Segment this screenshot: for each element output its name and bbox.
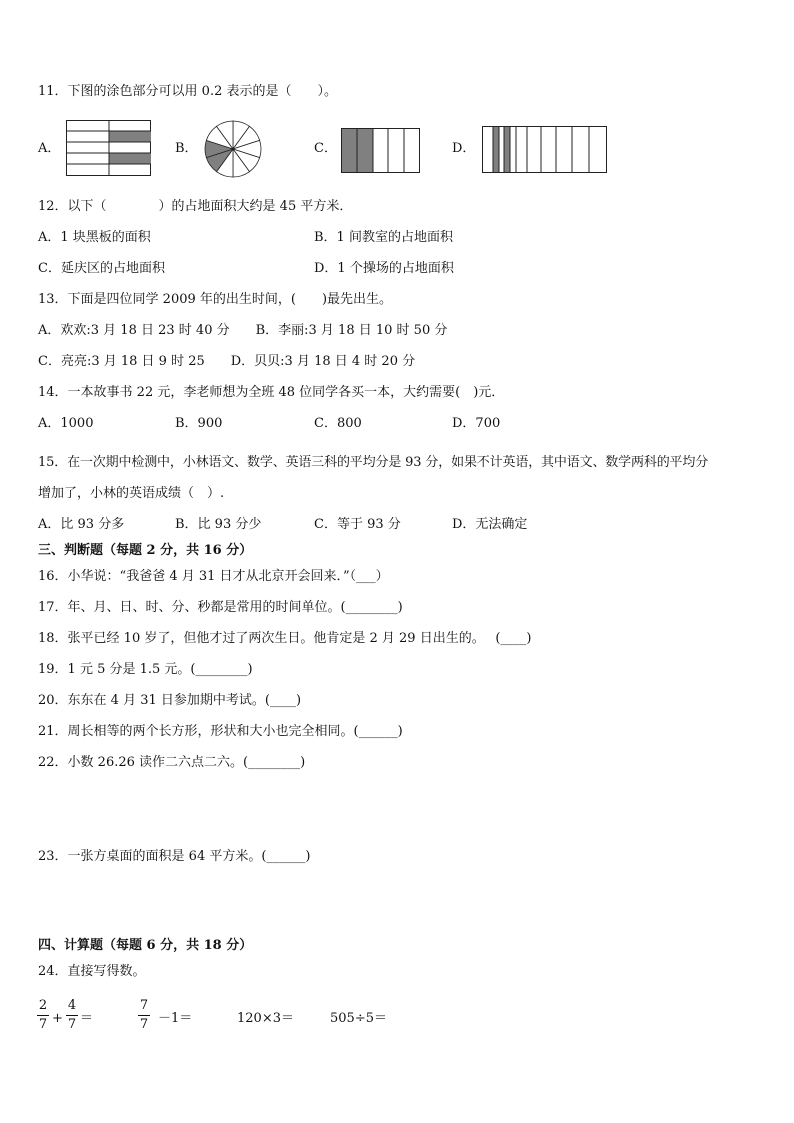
- q12-option-c[interactable]: C．延庆区的占地面积: [38, 261, 165, 276]
- fraction-denominator: 7: [67, 1017, 77, 1032]
- q11-figure-d: [482, 126, 608, 174]
- q14-option-c[interactable]: C．800: [314, 416, 362, 431]
- q11-figure-c: [341, 128, 421, 174]
- judge-item-18: 18．张平已经 10 岁了，但他才过了两次生日。他肯定是 2 月 29 日出生的。 (____): [38, 631, 532, 646]
- expression-120x3: 120×3＝: [237, 1011, 294, 1026]
- q14-option-a[interactable]: A．1000: [38, 416, 94, 431]
- q11-option-c-label[interactable]: C．: [314, 141, 337, 156]
- q13-options-cd[interactable]: C．亮亮:3 月 18 日 9 时 25 D．贝贝:3 月 18 日 4 时 20 分: [38, 354, 416, 369]
- q12-stem: 12．以下（ ）的占地面积大约是 45 平方米．: [38, 199, 353, 214]
- q15-option-c[interactable]: C．等于 93 分: [314, 517, 401, 532]
- fraction-bar: [66, 1015, 78, 1016]
- fraction-7-7: [138, 999, 150, 1032]
- q14-option-d[interactable]: D．700: [452, 416, 501, 431]
- section-4-heading: 四、计算题（每题 6 分，共 18 分）: [38, 938, 253, 953]
- fraction-bar: [138, 1015, 150, 1016]
- judge-item-21: 21．周长相等的两个长方形，形状和大小也完全相同。(______): [38, 724, 403, 739]
- judge-item-23: 23．一张方桌面的面积是 64 平方米。(______): [38, 849, 311, 864]
- q15-stem-line1: 15．在一次期中检测中，小林语文、数学、英语三科的平均分是 93 分，如果不计英语，其中语文、数学两科的平均分: [38, 455, 709, 470]
- q14-option-b[interactable]: B．900: [175, 416, 223, 431]
- judge-item-22: 22．小数 26.26 读作二六点二六。(________): [38, 755, 306, 770]
- equals-sign: ＝: [80, 1011, 94, 1026]
- q12-option-b[interactable]: B．1 间教室的占地面积: [314, 230, 453, 245]
- q15-stem-line2: 增加了，小林的英语成绩（ ）.: [38, 486, 225, 501]
- q11-figure-b: [204, 120, 262, 178]
- q11-figure-a: [66, 120, 152, 178]
- fraction-denominator: 7: [139, 1017, 149, 1032]
- fraction-numerator: 7: [139, 998, 149, 1013]
- q11-option-d-label[interactable]: D．: [452, 141, 476, 156]
- q15-option-b[interactable]: B．比 93 分少: [175, 517, 262, 532]
- q12-option-d[interactable]: D．1 个操场的占地面积: [314, 261, 454, 276]
- judge-item-17: 17．年、月、日、时、分、秒都是常用的时间单位。(________): [38, 600, 403, 615]
- q14-stem: 14．一本故事书 22 元，李老师想为全班 48 位同学各买一本，大约需要( )元．: [38, 385, 505, 400]
- q11-option-b-label[interactable]: B．: [175, 141, 198, 156]
- judge-item-16: 16．小华说：“我爸爸 4 月 31 日才从北京开会回来．”（___）: [38, 569, 389, 584]
- fraction-denominator: 7: [38, 1017, 48, 1032]
- q15-option-a[interactable]: A．比 93 分多: [38, 517, 125, 532]
- minus-one-equals: －1＝: [158, 1011, 193, 1026]
- expression-505div5: 505÷5＝: [330, 1011, 387, 1026]
- judge-item-19: 19．1 元 5 分是 1.5 元。(________): [38, 662, 253, 677]
- q13-stem: 13．下面是四位同学 2009 年的出生时间，( )最先出生。: [38, 292, 393, 307]
- fraction-numerator: 2: [38, 998, 48, 1013]
- fraction-numerator: 4: [67, 998, 77, 1013]
- judge-item-20: 20．东东在 4 月 31 日参加期中考试。(____): [38, 693, 302, 708]
- fraction-2-7: [37, 999, 49, 1032]
- q12-option-a[interactable]: A．1 块黑板的面积: [38, 230, 151, 245]
- q13-options-ab[interactable]: A．欢欢:3 月 18 日 23 时 40 分 B．李丽:3 月 18 日 10 时 50 分: [38, 323, 448, 338]
- q15-option-d[interactable]: D．无法确定: [452, 517, 528, 532]
- q24-stem: 24．直接写得数。: [38, 964, 146, 979]
- fraction-bar: [37, 1015, 49, 1016]
- q11-stem: 11．下图的涂色部分可以用 0.2 表示的是（ ）。: [38, 84, 337, 99]
- plus-sign: +: [52, 1011, 63, 1026]
- q11-option-a-label[interactable]: A．: [38, 141, 61, 156]
- section-3-heading: 三、判断题（每题 2 分，共 16 分）: [38, 543, 253, 558]
- fraction-4-7: [66, 999, 78, 1032]
